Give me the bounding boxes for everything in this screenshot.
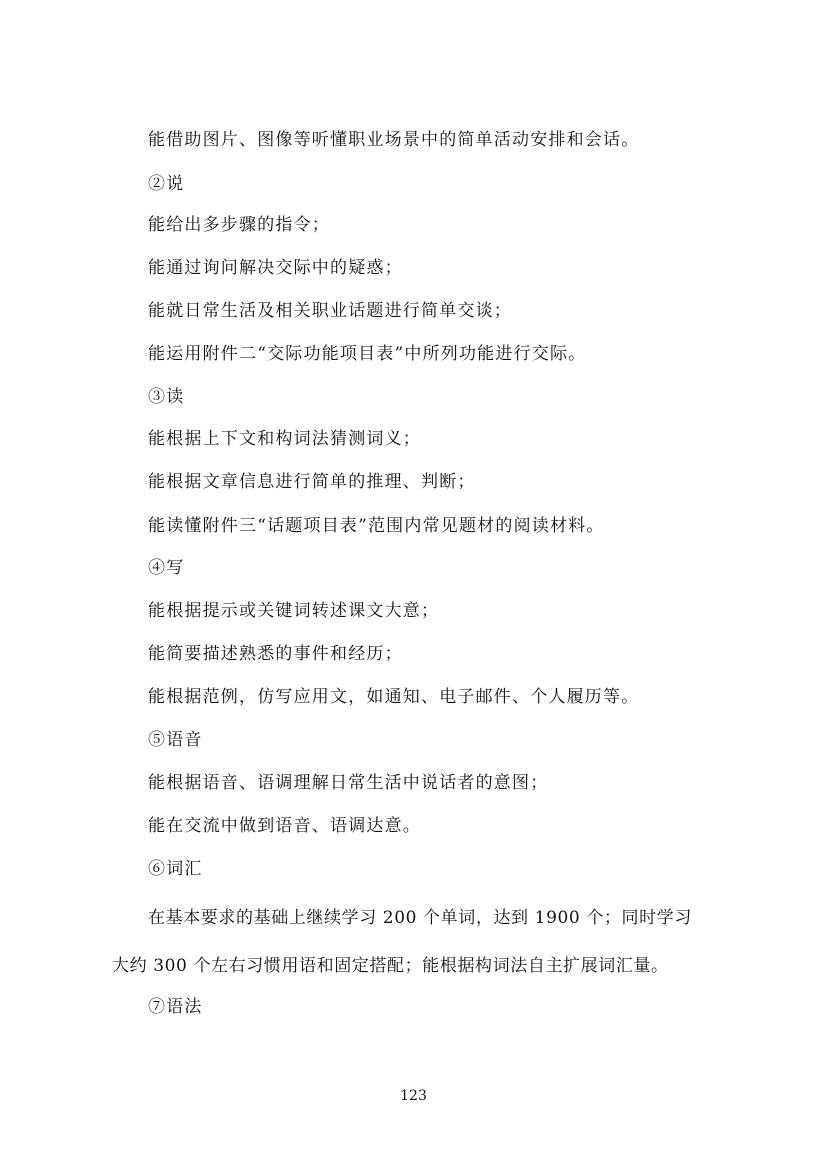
text-line-simple-conversation: 能就日常生活及相关职业话题进行简单交谈； [148, 301, 512, 321]
text-line-intonation-expression: 能在交流中做到语音、语调达意。 [148, 816, 421, 836]
heading-writing: ④写 [148, 558, 185, 578]
text-line-retell-text: 能根据提示或关键词转述课文大意； [148, 601, 440, 621]
page-number: 123 [400, 1088, 427, 1104]
text-line-guess-meaning: 能根据上下文和构词法猜测词义； [148, 429, 421, 449]
heading-speaking: ②说 [148, 174, 185, 194]
text-line-reading-materials: 能读懂附件三“话题项目表”范围内常见题材的阅读材料。 [148, 516, 605, 536]
text-line-vocabulary-count: 在基本要求的基础上继续学习 200 个单词，达到 1900 个；同时学习 [148, 908, 692, 928]
text-line-multi-step-instructions: 能给出多步骤的指令； [148, 215, 330, 235]
text-line-intonation-understanding: 能根据语音、语调理解日常生活中说话者的意图； [148, 773, 549, 793]
heading-grammar: ⑦语法 [148, 997, 203, 1017]
text-line-inference: 能根据文章信息进行简单的推理、判断； [148, 472, 476, 492]
heading-vocabulary: ⑥词汇 [148, 859, 203, 879]
heading-reading: ③读 [148, 387, 185, 407]
text-line-vocabulary-expansion: 大约 300 个左右习惯用语和固定搭配；能根据构词法自主扩展词汇量。 [112, 956, 669, 976]
heading-pronunciation: ⑤语音 [148, 730, 203, 750]
text-line-listening-scenes: 能借助图片、图像等听懂职业场景中的简单活动安排和会话。 [148, 130, 640, 150]
text-line-practical-writing: 能根据范例，仿写应用文，如通知、电子邮件、个人履历等。 [148, 687, 640, 707]
text-line-describe-events: 能简要描述熟悉的事件和经历； [148, 644, 403, 664]
text-line-communicative-functions: 能运用附件二“交际功能项目表”中所列功能进行交际。 [148, 344, 587, 364]
text-line-resolve-doubts: 能通过询问解决交际中的疑惑； [148, 258, 403, 278]
